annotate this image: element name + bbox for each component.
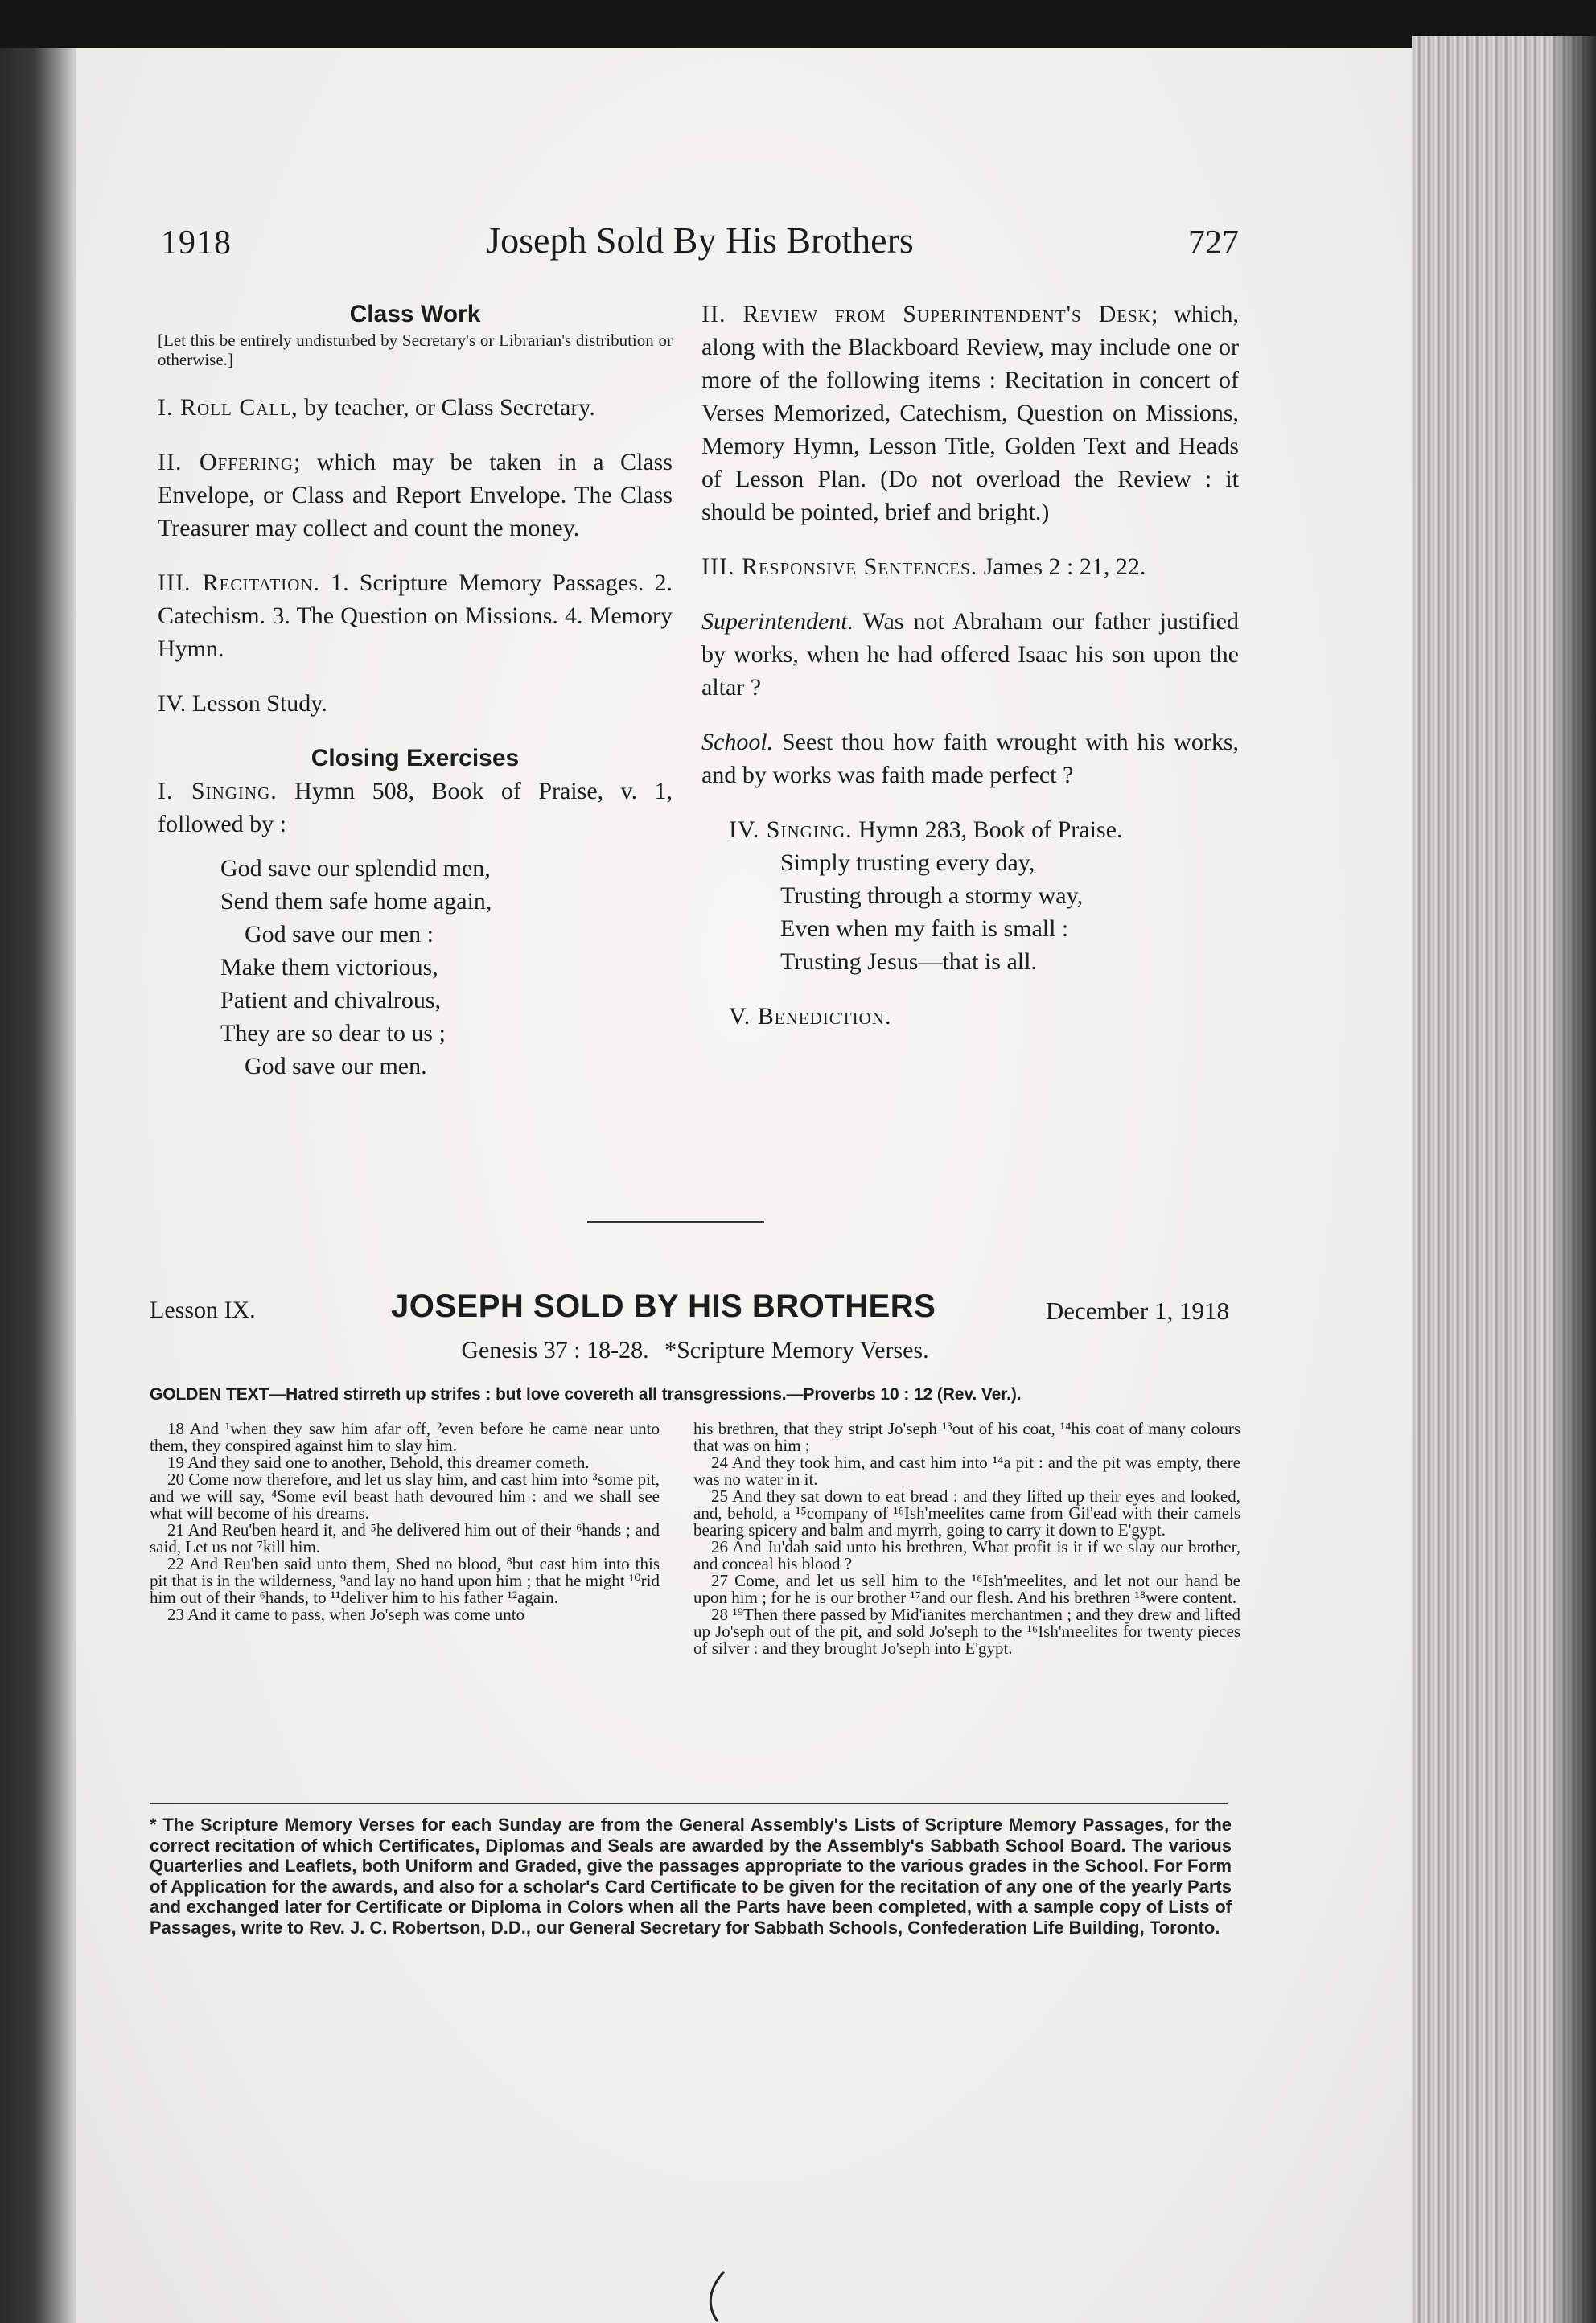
recitation-label: III. Recitation.	[158, 569, 321, 596]
closing-singing-text: Hymn 508, Book of Praise, v. 1, followed by :	[158, 778, 673, 837]
benediction: V. Benediction.	[729, 1003, 892, 1030]
review-text: ; which, along with the Blackboard Review, may include one or more of the following items : Recitation in concert of Verses Memorized, Catechism, Question on Missions, Memory Hymn, Lesson Title, Golden Text and Heads of Lesson Plan. (Do not overload the Review : it should be pointed, brief and bright.)	[701, 301, 1239, 525]
footnote: * The Scripture Memory Verses for each Sunday are from the General Assembly's Lists of Scripture Memory Passages, for the correct recitation of which Certificates, Diplomas and Seals are awarded by the Assembly's Sabbath School Board. The various Quarterlies and Leaflets, both Uniform and Graded, give the passages appropriate to the various grades in the School. For Form of Application for the awards, and also for a scholar's Card Certificate to be given for the recitation of any one of the yearly Parts and exchanged later for Certificate or Diploma in Colors when all the Parts have been completed, with a sample copy of Lists of Passages, write to Rev. J. C. Robertson, D.D., our General Secretary for Sabbath Schools, Confederation Life Building, Toronto.	[150, 1815, 1232, 1938]
recitation-text: 1. Scripture Memory Passages. 2. Catechism. 3. The Question on Missions. 4. Memory Hymn.	[158, 569, 673, 662]
poem-line: They are so dear to us ;	[220, 1020, 446, 1046]
running-header	[161, 220, 1239, 272]
lesson-number: Lesson IX.	[150, 1297, 256, 1323]
class-work-note: [Let this be entirely undisturbed by Secretary's or Librarian's distribution or otherwise.]	[158, 331, 673, 369]
hymn-line: Simply trusting every day,	[780, 849, 1035, 876]
school-paragraph	[701, 726, 1239, 791]
singing-paragraph	[701, 813, 1239, 846]
poem-line: God save our men.	[245, 1053, 427, 1079]
golden-text: GOLDEN TEXT—Hatred stirreth up strifes : but love covereth all transgressions.—Proverbs 10 : 12 (Rev. Ver.).	[150, 1385, 1022, 1404]
memory-verses-note: *Scripture Memory Verses.	[664, 1337, 929, 1363]
verses-left-column	[150, 1421, 660, 1623]
poem-line: Patient and chivalrous,	[220, 987, 442, 1013]
verses-right-column	[693, 1421, 1240, 1657]
section-divider	[587, 1221, 764, 1223]
recitation-paragraph	[158, 566, 673, 665]
singing-label: IV. Singing.	[729, 816, 853, 843]
verse: 22 And Reu'ben said unto them, Shed no blood, ⁸but cast him into this pit that is in the wilderness, ⁹and lay no hand upon him ; that he might ¹⁰rid him out of their ⁶hands, to ¹¹deliver him to his father ¹²again.	[150, 1554, 660, 1607]
hymn-verse	[701, 846, 1239, 978]
hymn-line: Trusting Jesus—that is all.	[780, 948, 1037, 975]
verse: 20 Come now therefore, and let us slay him, and cast him into ³some pit, and we will say, ⁴Some evil beast hath devoured him : and we shall see what will become of his dreams.	[150, 1470, 660, 1523]
offering-text: ; which may be taken in a Class Envelope, or Class and Report Envelope. The Class Treasurer may collect and count the money.	[158, 449, 673, 541]
superintendent-paragraph	[701, 605, 1239, 704]
page-number: 727	[1188, 224, 1239, 261]
responsive-text: James 2 : 21, 22.	[983, 553, 1146, 580]
binding-shadow	[0, 48, 76, 2323]
roll-call-label: I. Roll Call,	[158, 394, 298, 421]
offering-label: II. Offering	[158, 449, 294, 475]
review-label: II. Review from Superintendent's Desk	[701, 301, 1151, 327]
right-column	[701, 298, 1239, 1033]
scripture-reference: Genesis 37 : 18-28.	[461, 1337, 649, 1363]
roll-call-paragraph	[158, 391, 673, 424]
verse: 21 And Reu'ben heard it, and ⁵he delivered him out of their ⁶hands ; and said, Let us not ⁷kill him.	[150, 1520, 660, 1556]
responsive-label: III. Responsive Sentences.	[701, 553, 978, 580]
pen-stroke-mark	[700, 2268, 740, 2323]
verse: his brethren, that they stript Jo'seph ¹³out of his coat, ¹⁴his coat of many colours that was on him ;	[693, 1419, 1240, 1455]
review-paragraph	[701, 298, 1239, 528]
closing-singing-label: I. Singing.	[158, 778, 278, 804]
left-column	[158, 298, 673, 1083]
singing-text: Hymn 283, Book of Praise.	[858, 816, 1123, 843]
header-year: 1918	[161, 224, 232, 261]
verse: 27 Come, and let us sell him to the ¹⁶Ish'meelites, and let not our hand be upon him ; for he is our brother ¹⁷and our flesh. And his brethren ¹⁸were content.	[693, 1571, 1240, 1607]
poem-line: Make them victorious,	[220, 954, 438, 981]
hymn-line: Even when my faith is small :	[780, 915, 1069, 942]
superintendent-text: Was not Abraham our father justified by works, when he had offered Isaac his son upon the altar ?	[701, 608, 1239, 701]
verse: 19 And they said one to another, Behold, this dreamer cometh.	[167, 1453, 590, 1472]
verse: 23 And it came to pass, when Jo'seph was come unto	[167, 1605, 525, 1624]
class-work-heading: Class Work	[349, 301, 481, 327]
lesson-title: JOSEPH SOLD BY HIS BROTHERS	[391, 1289, 936, 1324]
offering-paragraph	[158, 446, 673, 545]
superintendent-label: Superintendent.	[701, 608, 854, 635]
poem-line: God save our splendid men,	[220, 855, 491, 882]
header-title: Joseph Sold By His Brothers	[486, 220, 914, 261]
poem-line: Send them safe home again,	[220, 888, 492, 915]
lesson-header	[150, 1289, 1240, 1337]
hymn-line: Trusting through a stormy way,	[780, 882, 1084, 909]
footnote-rule	[150, 1803, 1228, 1804]
page-edges-stack	[1412, 36, 1596, 2323]
verse: 28 ¹⁹Then there passed by Mid'ianites merchantmen ; and they drew and lifted up Jo'seph out of the pit, and sold Jo'seph to the ¹⁶Ish'meelites for twenty pieces of silver : and they brought Jo'seph into E'gypt.	[693, 1605, 1240, 1658]
closing-singing-paragraph	[158, 775, 673, 841]
verse: 25 And they sat down to eat bread : and they lifted up their eyes and looked, and, behold, a ¹⁵company of ¹⁶Ish'meelites came from Gil'ead with their camels bearing spicery and balm and myrrh, going to carry it down to E'gypt.	[693, 1486, 1240, 1540]
school-label: School.	[701, 729, 774, 755]
anthem-verse	[158, 852, 673, 1083]
roll-call-text: by teacher, or Class Secretary.	[304, 394, 595, 421]
verse: 18 And ¹when they saw him afar off, ²even before he came near unto them, they conspired against him to slay him.	[150, 1419, 660, 1455]
responsive-paragraph	[701, 550, 1239, 583]
closing-exercises-heading: Closing Exercises	[311, 745, 520, 771]
poem-line: God save our men :	[245, 921, 434, 948]
lesson-study: IV. Lesson Study.	[158, 690, 327, 717]
school-text: Seest thou how faith wrought with his works, and by works was faith made perfect ?	[701, 729, 1239, 788]
lesson-date: December 1, 1918	[1045, 1297, 1229, 1325]
lesson-reference-line	[150, 1337, 1240, 1364]
verse: 26 And Ju'dah said unto his brethren, What profit is it if we slay our brother, and conceal his blood ?	[693, 1537, 1240, 1573]
verse: 24 And they took him, and cast him into ¹⁴a pit : and the pit was empty, there was no water in it.	[693, 1453, 1240, 1489]
